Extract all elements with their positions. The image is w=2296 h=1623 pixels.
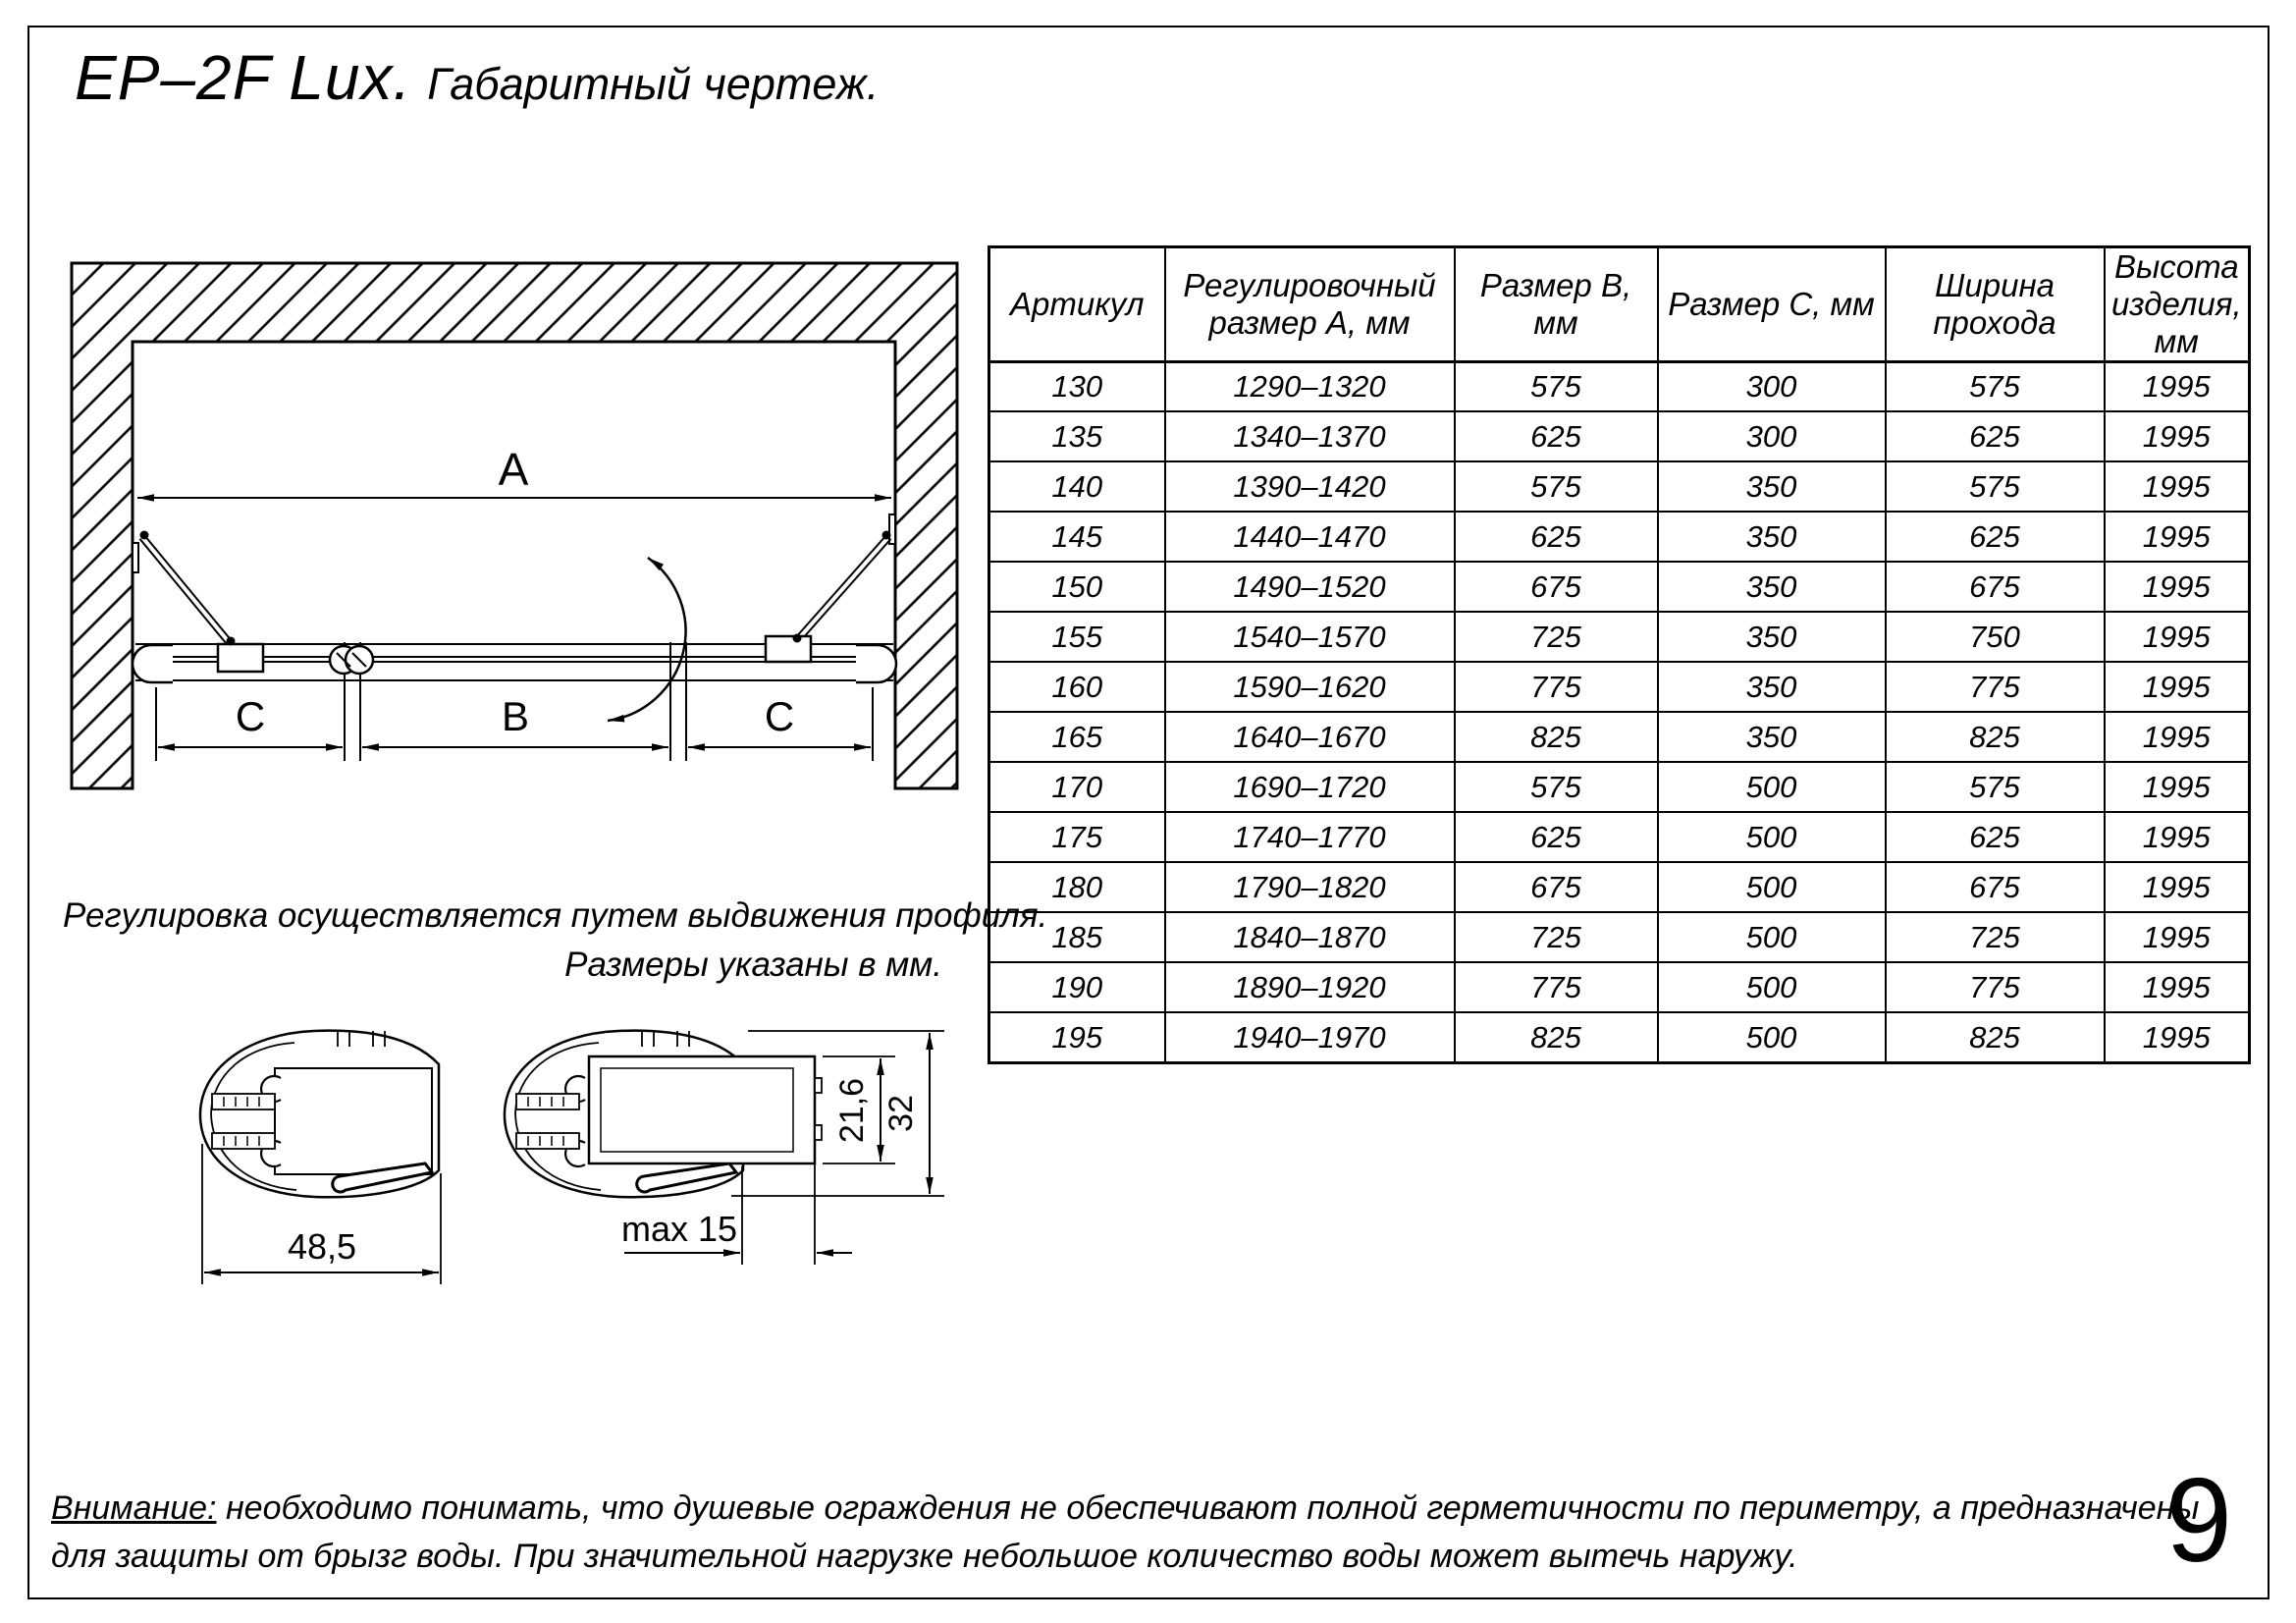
table-cell: 675 — [1886, 562, 2105, 612]
profile-inner-height-label: 21,6 — [833, 1077, 871, 1144]
table-cell: 575 — [1886, 461, 2105, 512]
table-cell: 675 — [1455, 562, 1658, 612]
adjustment-note — [63, 892, 1048, 989]
dim-c-left-label: C — [235, 693, 266, 739]
table-cell: 500 — [1658, 862, 1886, 912]
table-cell: 135 — [989, 411, 1165, 461]
dim-c-right-label: C — [764, 693, 795, 739]
table-cell: 350 — [1658, 662, 1886, 712]
table-cell: 165 — [989, 712, 1165, 762]
col-header-pass-width: Ширина прохода — [1886, 247, 2105, 362]
table-row — [989, 411, 2250, 461]
title-subtitle: Габаритный чертеж. — [427, 59, 880, 109]
profile-sections-drawing — [147, 1011, 982, 1296]
table-cell: 825 — [1455, 1012, 1658, 1062]
table-cell: 775 — [1455, 962, 1658, 1012]
col-header-adjustable-a: Регулировочный размер А, мм — [1165, 247, 1455, 362]
warning-line-1-rest: необходимо понимать, что душевые ограждения не обеспечивают полной герметичности по периметру, а предназначены — [216, 1489, 2200, 1527]
table-cell: 500 — [1658, 962, 1886, 1012]
table-cell: 1995 — [2105, 1012, 2250, 1062]
table-cell: 175 — [989, 812, 1165, 862]
plan-view-drawing — [59, 236, 962, 805]
size-table — [988, 245, 2251, 1064]
door-swing-arrow — [608, 558, 686, 721]
col-header-size-b: Размер В, мм — [1455, 247, 1658, 362]
table-cell: 1995 — [2105, 512, 2250, 562]
table-row — [989, 1012, 2250, 1062]
page-title — [75, 41, 879, 114]
table-row — [989, 962, 2250, 1012]
table-cell: 160 — [989, 662, 1165, 712]
table-cell: 350 — [1658, 562, 1886, 612]
table-cell: 1995 — [2105, 862, 2250, 912]
col-header-size-c: Размер С, мм — [1658, 247, 1886, 362]
table-cell: 625 — [1886, 512, 2105, 562]
note-line-2: Размеры указаны в мм. — [564, 945, 942, 984]
table-row — [989, 812, 2250, 862]
table-cell: 1790–1820 — [1165, 862, 1455, 912]
table-cell: 1540–1570 — [1165, 612, 1455, 662]
table-cell: 1995 — [2105, 712, 2250, 762]
warning-text — [51, 1485, 2199, 1582]
profile-section-closed — [200, 1031, 439, 1198]
table-cell: 575 — [1886, 762, 2105, 812]
dimension-a — [137, 444, 891, 498]
table-cell: 775 — [1455, 662, 1658, 712]
table-row — [989, 361, 2250, 411]
table-cell: 1995 — [2105, 762, 2250, 812]
center-hinge — [330, 646, 373, 674]
warning-line-2: для защиты от брызг воды. При значительной нагрузке небольшое количество воды может вытечь наружу. — [51, 1538, 1798, 1576]
table-cell: 625 — [1455, 512, 1658, 562]
table-cell: 1995 — [2105, 612, 2250, 662]
table-cell: 190 — [989, 962, 1165, 1012]
table-cell: 1995 — [2105, 662, 2250, 712]
page-number: 9 — [2165, 1453, 2232, 1587]
dim-b-label: B — [501, 693, 530, 739]
table-cell: 1995 — [2105, 812, 2250, 862]
table-cell: 1995 — [2105, 361, 2250, 411]
table-cell: 500 — [1658, 812, 1886, 862]
table-cell: 500 — [1658, 912, 1886, 962]
table-cell: 1940–1970 — [1165, 1012, 1455, 1062]
table-cell: 575 — [1455, 762, 1658, 812]
table-cell: 725 — [1455, 612, 1658, 662]
table-row — [989, 862, 2250, 912]
table-cell: 725 — [1455, 912, 1658, 962]
table-cell: 350 — [1658, 512, 1886, 562]
table-cell: 1440–1470 — [1165, 512, 1455, 562]
table-cell: 825 — [1886, 1012, 2105, 1062]
table-cell: 1995 — [2105, 912, 2250, 962]
table-cell: 625 — [1886, 812, 2105, 862]
table-cell: 1740–1770 — [1165, 812, 1455, 862]
table-cell: 195 — [989, 1012, 1165, 1062]
table-row — [989, 762, 2250, 812]
table-cell: 675 — [1455, 862, 1658, 912]
table-cell: 300 — [1658, 411, 1886, 461]
table-cell: 625 — [1455, 812, 1658, 862]
table-cell: 1890–1920 — [1165, 962, 1455, 1012]
table-row — [989, 712, 2250, 762]
table-cell: 500 — [1658, 762, 1886, 812]
note-line-1: Регулировка осуществляется путем выдвижения профиля. — [63, 896, 1048, 935]
table-row — [989, 612, 2250, 662]
table-cell: 1490–1520 — [1165, 562, 1455, 612]
table-cell: 350 — [1658, 461, 1886, 512]
table-cell: 575 — [1455, 361, 1658, 411]
size-table-header-row — [989, 247, 2250, 362]
table-cell: 825 — [1455, 712, 1658, 762]
table-cell: 1590–1620 — [1165, 662, 1455, 712]
table-cell: 775 — [1886, 962, 2105, 1012]
table-cell: 1640–1670 — [1165, 712, 1455, 762]
col-header-product-height: Высота изделия, мм — [2105, 247, 2250, 362]
table-cell: 575 — [1455, 461, 1658, 512]
warning-line-1 — [51, 1485, 2199, 1533]
table-cell: 1340–1370 — [1165, 411, 1455, 461]
table-cell: 625 — [1886, 411, 2105, 461]
table-cell: 500 — [1658, 1012, 1886, 1062]
table-cell: 825 — [1886, 712, 2105, 762]
table-cell: 1690–1720 — [1165, 762, 1455, 812]
table-cell: 725 — [1886, 912, 2105, 962]
table-cell: 1995 — [2105, 962, 2250, 1012]
profile-section-extended — [505, 1031, 822, 1198]
table-row — [989, 662, 2250, 712]
dim-a-label: A — [498, 444, 529, 495]
profile-width-label: 48,5 — [287, 1226, 357, 1267]
table-cell: 130 — [989, 361, 1165, 411]
table-cell: 1840–1870 — [1165, 912, 1455, 962]
table-cell: 675 — [1886, 862, 2105, 912]
table-cell: 625 — [1455, 411, 1658, 461]
right-door-leaf — [766, 514, 895, 662]
table-cell: 1995 — [2105, 461, 2250, 512]
table-cell: 775 — [1886, 662, 2105, 712]
table-cell: 140 — [989, 461, 1165, 512]
profile-max-extension-label: max 15 — [620, 1209, 738, 1249]
warning-label: Внимание: — [51, 1489, 217, 1527]
table-row — [989, 912, 2250, 962]
size-table-body — [989, 361, 2250, 1062]
model-name: EP–2F Lux. — [75, 42, 412, 113]
table-cell: 170 — [989, 762, 1165, 812]
table-cell: 180 — [989, 862, 1165, 912]
table-cell: 155 — [989, 612, 1165, 662]
table-cell: 145 — [989, 512, 1165, 562]
table-cell: 750 — [1886, 612, 2105, 662]
profile-total-height-label: 32 — [882, 1095, 920, 1132]
table-cell: 150 — [989, 562, 1165, 612]
table-cell: 185 — [989, 912, 1165, 962]
table-cell: 575 — [1886, 361, 2105, 411]
table-cell: 350 — [1658, 612, 1886, 662]
table-cell: 1995 — [2105, 562, 2250, 612]
table-cell: 1290–1320 — [1165, 361, 1455, 411]
col-header-article: Артикул — [989, 247, 1165, 362]
table-cell: 350 — [1658, 712, 1886, 762]
table-cell: 1390–1420 — [1165, 461, 1455, 512]
table-cell: 1995 — [2105, 411, 2250, 461]
table-row — [989, 461, 2250, 512]
table-row — [989, 512, 2250, 562]
table-row — [989, 562, 2250, 612]
table-cell: 300 — [1658, 361, 1886, 411]
